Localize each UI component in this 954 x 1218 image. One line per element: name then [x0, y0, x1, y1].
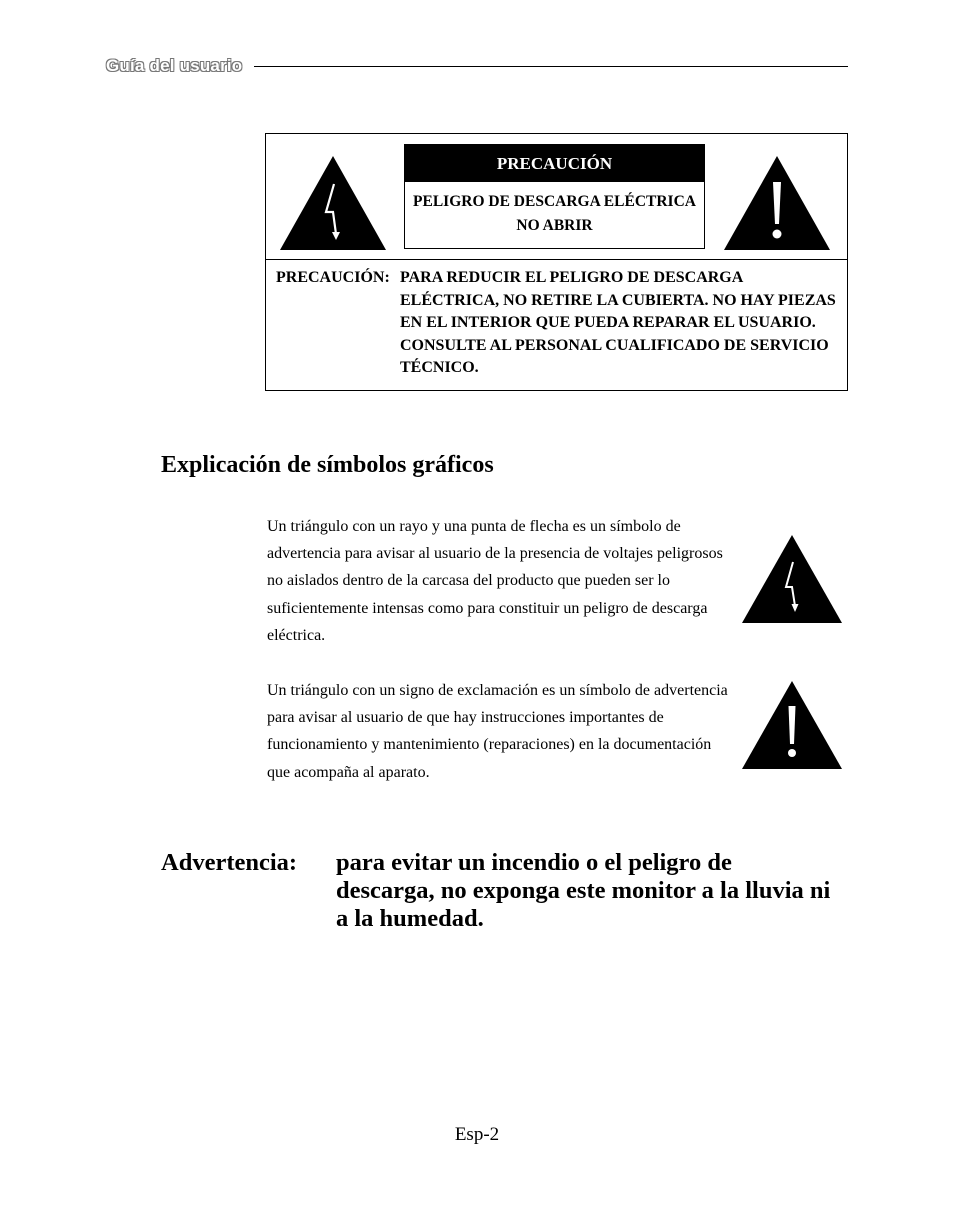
caution-label-line-2: NO ABRIR	[516, 217, 593, 234]
caution-label-heading: PRECAUCIÓN	[405, 145, 704, 182]
caution-label-body	[405, 190, 704, 238]
caution-notice-label: PRECAUCIÓN:	[276, 269, 390, 286]
header-rule	[254, 66, 848, 67]
header-title: Guía del usuario	[106, 56, 243, 75]
caution-notice-body: PARA REDUCIR EL PELIGRO DE DESCARGA ELÉCTRICA, NO RETIRE LA CUBIERTA. NO HAY PIEZAS EN EL INTERIOR QUE PUEDA REPARAR EL USUARIO. CONSULTE AL PERSONAL CUALIFICADO DE SERVICIO TÉCNICO.	[400, 269, 836, 376]
exclamation-warning-icon	[722, 154, 832, 252]
page-number: Esp-2	[454, 1124, 500, 1145]
warning-label: Advertencia:	[161, 849, 298, 876]
exclamation-warning-icon	[741, 680, 843, 770]
caution-box-divider	[266, 259, 847, 260]
warning-text: para evitar un incendio o el peligro de descarga, no exponga este monitor a la lluvia ni a la humedad.	[336, 849, 831, 932]
electric-shock-warning-icon	[741, 534, 843, 624]
caution-label-line-1: PELIGRO DE DESCARGA ELÉCTRICA	[413, 193, 696, 210]
section-title: Explicación de símbolos gráficos	[161, 452, 494, 478]
electric-shock-warning-icon	[278, 154, 388, 252]
lightning-symbol-description: Un triángulo con un rayo y una punta de flecha es un símbolo de advertencia para avisar al usuario de la presencia de voltajes peligrosos no aislados dentro de la carcasa del producto que pueden ser lo suficientemente intensas como para constituir un peligro de descarga eléctrica.	[267, 518, 723, 644]
exclamation-symbol-description: Un triángulo con un signo de exclamación es un símbolo de advertencia para avisar al usuario de que hay instrucciones importantes de funcionamiento y mantenimiento (reparaciones) en la documentación que acompaña al aparato.	[267, 682, 728, 781]
